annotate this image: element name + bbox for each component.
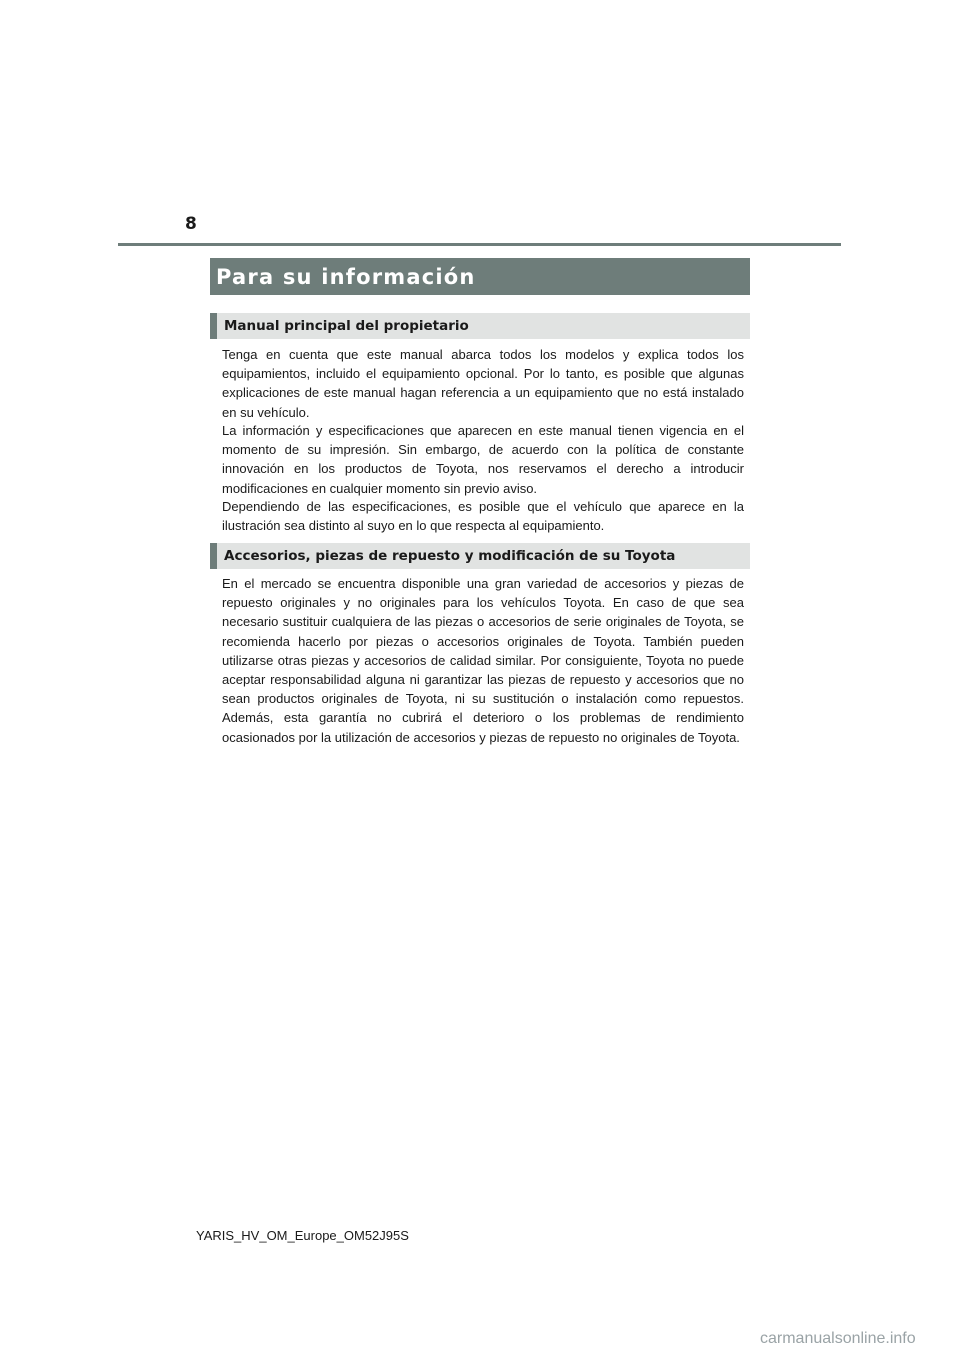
paragraph: Tenga en cuenta que este manual abarca todos los modelos y explica todos los equipamientos, incluido el equipamiento opcional. Por lo tanto, es posible que algunas explicaciones de este manual hagan referencia a un equipamiento que no está instalado en su vehículo. [222,347,744,420]
paragraph: La información y especificaciones que aparecen en este manual tienen vigencia en el momento de su impresión. Sin embargo, de acuerdo con la política de constante innovación en los productos de Toyota, nos reservamos el derecho a introducir modificaciones en cualquier momento sin previo aviso. [222,423,744,496]
watermark-link[interactable]: carmanualsonline.info [760,1330,916,1347]
section-header-accessories [210,543,750,569]
page-number: 8 [185,214,197,234]
footer-code: YARIS_HV_OM_Europe_OM52J95S [196,1228,409,1243]
paragraph: En el mercado se encuentra disponible una gran variedad de accesorios y piezas de repuesto originales y no originales para los vehículos Toyota. En caso de que sea necesario sustituir cualquiera de las piezas o accesorios de serie originales de Toyota, se recomienda hacerlo por piezas o accesorios originales de Toyota. También pueden utilizarse otras piezas y accesorios de calidad similar. Por consiguiente, Toyota no puede aceptar responsabilidad alguna ni garantizar las piezas de repuesto y accesorios que no sean productos originales de Toyota, ni su sustitución o instalación como repuestos. Además, esta garantía no cubrirá el deterioro o los problemas de rendimiento ocasionados por la utilización de accesorios y piezas de repuesto no originales de Toyota. [222,576,744,745]
section-title: Manual principal del propietario [224,318,469,334]
header-rule [118,243,841,246]
section-title: Accesorios, piezas de repuesto y modificación de su Toyota [224,548,676,564]
paragraph: Dependiendo de las especificaciones, es posible que el vehículo que aparece en la ilustración sea distinto al suyo en lo que respecta al equipamiento. [222,499,744,534]
section-header-manual [210,313,750,339]
main-title-bar [210,258,750,295]
page-title: Para su información [216,264,476,289]
